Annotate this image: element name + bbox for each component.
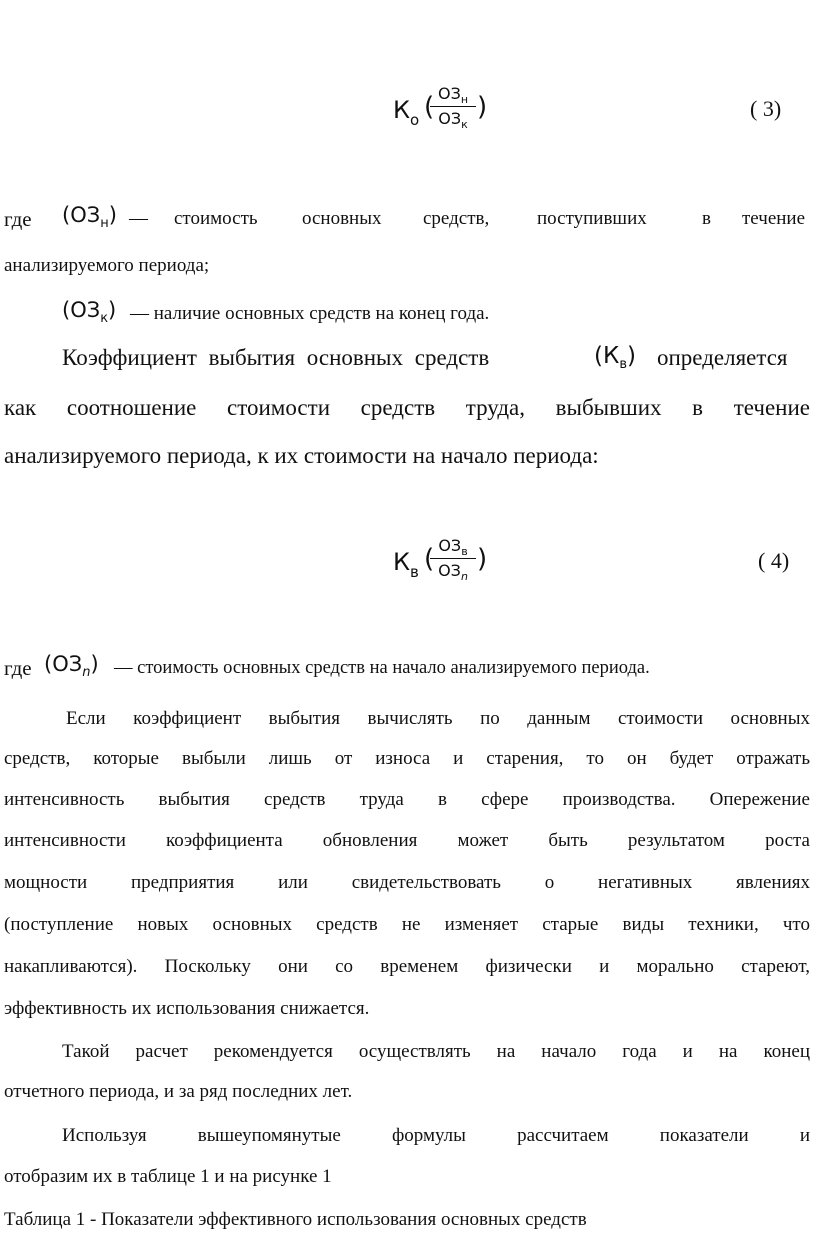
para-kv-text-a: Коэффициент выбытия основных средств xyxy=(62,345,490,370)
table-caption: Таблица 1 - Показатели эффективного использования основных средств xyxy=(4,1209,587,1230)
where-label: где xyxy=(4,207,32,231)
equation-number-4: ( 4) xyxy=(758,548,790,573)
formula-4-open-paren: ( xyxy=(424,544,435,574)
formula-3-fraction: $ОЗ_н$ $ОЗ_к$ xyxy=(430,84,476,129)
paragraph-1-line: средств, которые выбыли лишь от износа и старения, то он будет отражать xyxy=(4,748,810,769)
para-kv-line-2: как соотношение стоимости средств труда, выбывших в течение xyxy=(4,395,810,420)
formula-4-fraction: $ОЗ_в$ $ОЗ_n$ xyxy=(430,536,476,581)
definition-oz-n-start-text: — стоимость основных средств на начало анализируемого периода. xyxy=(114,658,650,678)
paragraph-1-line: Если коэффициент выбытия вычислять по данным стоимости основных xyxy=(66,708,810,729)
definition-oz-k-text: — наличие основных средств на конец года. xyxy=(130,303,490,324)
formula-4-lhs: $К_в$ xyxy=(393,548,419,581)
paragraph-2-line: Такой расчет рекомендуется осуществлять на начало года и на конец xyxy=(62,1041,810,1062)
equation-number-3: ( 3) xyxy=(750,96,782,121)
formula-3-open-paren: ( xyxy=(424,92,435,122)
formula-3-lhs: $К_о$ xyxy=(393,96,420,129)
where-label: где xyxy=(4,656,32,680)
definition-word: в xyxy=(702,208,711,229)
formula-3 xyxy=(393,84,493,144)
definition-word: течение xyxy=(742,208,806,229)
paragraph-1-line: эффективность их использования снижается. xyxy=(4,998,370,1019)
definition-oz-k xyxy=(62,298,662,334)
formula-4-close-paren: ) xyxy=(477,544,488,574)
definition-word: стоимость xyxy=(174,208,258,229)
definition-word: поступивших xyxy=(537,208,647,229)
paragraph-2-line: отчетного периода, и за ряд последних лет. xyxy=(4,1081,353,1102)
definition-oz-n xyxy=(4,203,814,239)
definition-word: основных xyxy=(302,208,382,229)
paragraph-1-line: интенсивности коэффициента обновления может быть результатом роста xyxy=(4,830,810,851)
para-kv-text-b: определяется xyxy=(657,345,788,370)
var-oz-n: $(ОЗ_н)$ xyxy=(62,203,117,231)
formula-4 xyxy=(393,536,493,596)
para-kv-line-3: анализируемого периода, к их стоимости на начало периода: xyxy=(4,443,599,468)
definition-oz-n-start xyxy=(4,652,816,688)
paragraph-1-line: накапливаются). Поскольку они со временем физически и морально стареют, xyxy=(4,956,810,977)
var-oz-k: $(ОЗ_к)$ xyxy=(62,298,117,326)
var-oz-n-start: $(ОЗ_n)$ xyxy=(44,652,99,680)
paragraph-3-line: Используя вышеупомянутые формулы рассчитаем показатели и xyxy=(62,1125,810,1146)
paragraph-1-line: интенсивность выбытия средств труда в сфере производства. Опережение xyxy=(4,789,810,810)
paragraph-1-line: мощности предприятия или свидетельствовать о негативных явлениях xyxy=(4,872,810,893)
para-kv-line-1 xyxy=(4,343,812,383)
formula-3-close-paren: ) xyxy=(477,92,488,122)
paragraph-3-line: отобразим их в таблице 1 и на рисунке 1 xyxy=(4,1166,332,1187)
var-k-v: $(К_в)$ xyxy=(594,343,636,372)
definition-oz-n-cont: анализируемого периода; xyxy=(4,255,210,276)
paragraph-1-line: (поступление новых основных средств не изменяет старые виды техники, что xyxy=(4,914,810,935)
definition-dash: — xyxy=(129,208,148,229)
definition-word: средств, xyxy=(423,208,490,229)
